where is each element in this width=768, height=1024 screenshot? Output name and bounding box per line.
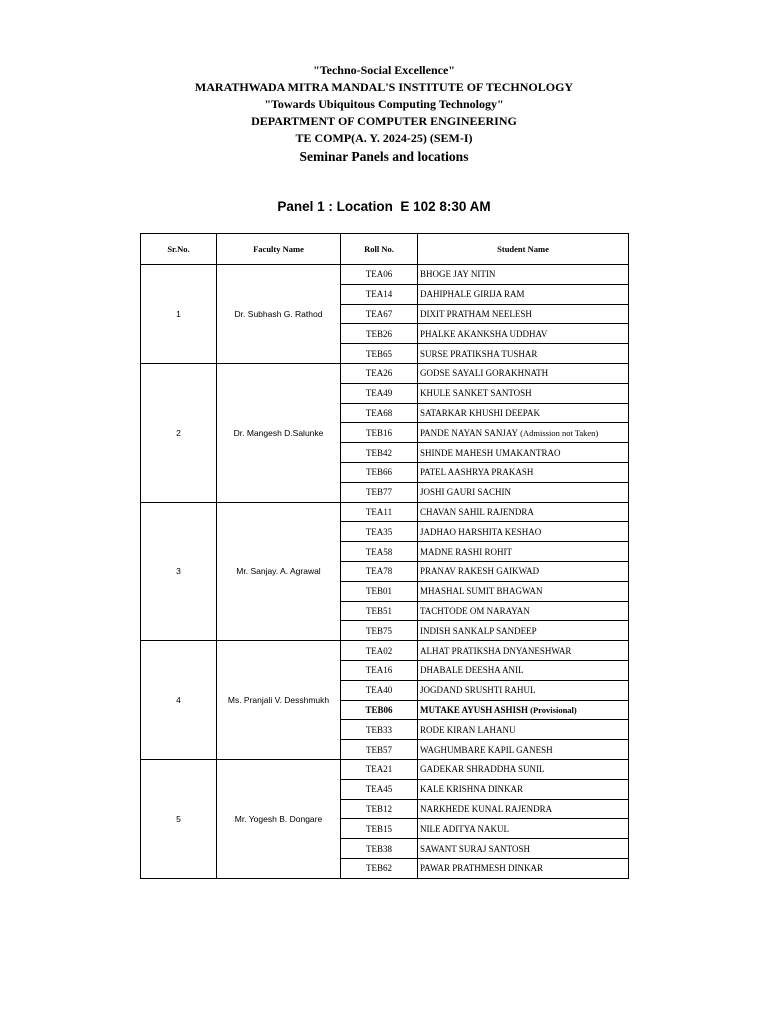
document-subtitle: Seminar Panels and locations	[299, 149, 469, 164]
student-name-cell	[418, 542, 629, 562]
student-name: BHOGE JAY NITIN	[420, 269, 496, 280]
student-name: PATEL AASHRYA PRAKASH	[420, 467, 534, 478]
header-student-name: Student Name	[418, 234, 629, 265]
student-name: SAWANT SURAJ SANTOSH	[420, 843, 530, 854]
student-name: DHABALE DEESHA ANIL	[420, 665, 524, 676]
student-name: MUTAKE AYUSH ASHISH	[420, 704, 529, 715]
student-name: DIXIT PRATHAM NEELESH	[420, 308, 532, 319]
table-row	[141, 641, 629, 661]
student-name-cell	[418, 403, 629, 423]
roll-no-cell: TEA06	[341, 265, 418, 285]
student-name: JOGDAND SRUSHTI RAHUL	[420, 685, 536, 696]
table-header-row	[141, 234, 629, 265]
sr-no-cell: 3	[141, 502, 217, 641]
roll-no-cell: TEB42	[341, 443, 418, 463]
student-name-cell	[418, 561, 629, 581]
class-year: TE COMP(A. Y. 2024-25) (SEM-I)	[295, 131, 473, 145]
student-name-cell	[418, 779, 629, 799]
faculty-name-cell: Ms. Pranjali V. Desshmukh	[217, 641, 341, 760]
roll-no-cell: TEA35	[341, 522, 418, 542]
student-name-cell	[418, 641, 629, 661]
roll-no-cell: TEA67	[341, 304, 418, 324]
student-name: GADEKAR SHRADDHA SUNIL	[420, 764, 545, 775]
roll-no-cell: TEB65	[341, 344, 418, 364]
student-name-cell	[418, 700, 629, 720]
sr-no-cell: 4	[141, 641, 217, 760]
roll-no-cell: TEA78	[341, 561, 418, 581]
student-note: (Provisional)	[528, 704, 577, 715]
roll-no-cell: TEB57	[341, 740, 418, 760]
student-name: NILE ADITYA NAKUL	[420, 823, 509, 834]
student-name-cell	[418, 324, 629, 344]
student-name: JADHAO HARSHITA KESHAO	[420, 526, 542, 537]
student-name-cell	[418, 799, 629, 819]
student-name: MADNE RASHI ROHIT	[420, 546, 512, 557]
student-name: PAWAR PRATHMESH DINKAR	[420, 863, 543, 874]
student-name-cell	[418, 344, 629, 364]
header-faculty-name: Faculty Name	[217, 234, 341, 265]
tagline: "Towards Ubiquitous Computing Technology"	[264, 97, 504, 111]
sr-no-cell: 2	[141, 363, 217, 502]
student-name-cell	[418, 581, 629, 601]
student-name-cell	[418, 740, 629, 760]
roll-no-cell: TEA58	[341, 542, 418, 562]
roll-no-cell: TEB62	[341, 858, 418, 878]
student-name: CHAVAN SAHIL RAJENDRA	[420, 506, 534, 517]
student-name-cell	[418, 839, 629, 859]
student-name-cell	[418, 383, 629, 403]
student-name: WAGHUMBARE KAPIL GANESH	[420, 744, 553, 755]
motto: "Techno-Social Excellence"	[313, 63, 455, 77]
roll-no-cell: TEB12	[341, 799, 418, 819]
roll-no-cell: TEB75	[341, 621, 418, 641]
student-name-cell	[418, 502, 629, 522]
student-name-cell	[418, 304, 629, 324]
roll-no-cell: TEB06	[341, 700, 418, 720]
roll-no-cell: TEB01	[341, 581, 418, 601]
student-name: RODE KIRAN LAHANU	[420, 724, 516, 735]
student-name-cell	[418, 601, 629, 621]
student-name-cell	[418, 720, 629, 740]
student-name-cell	[418, 819, 629, 839]
roll-no-cell: TEB16	[341, 423, 418, 443]
roll-no-cell: TEB66	[341, 462, 418, 482]
seminar-panel-table	[140, 233, 629, 879]
table-row	[141, 363, 629, 383]
roll-no-cell: TEB38	[341, 839, 418, 859]
roll-no-cell: TEB51	[341, 601, 418, 621]
student-name-cell	[418, 522, 629, 542]
student-name-cell	[418, 660, 629, 680]
student-name: TACHTODE OM NARAYAN	[420, 605, 530, 616]
roll-no-cell: TEA02	[341, 641, 418, 661]
student-name: PRANAV RAKESH GAIKWAD	[420, 566, 540, 577]
roll-no-cell: TEB77	[341, 482, 418, 502]
student-name-cell	[418, 284, 629, 304]
roll-no-cell: TEA40	[341, 680, 418, 700]
student-name: NARKHEDE KUNAL RAJENDRA	[420, 803, 553, 814]
student-name: MHASHAL SUMIT BHAGWAN	[420, 586, 543, 597]
roll-no-cell: TEA45	[341, 779, 418, 799]
header-sr-no: Sr.No.	[141, 234, 217, 265]
header-roll-no: Roll No.	[341, 234, 418, 265]
student-name: PHALKE AKANKSHA UDDHAV	[420, 328, 548, 339]
student-name: INDISH SANKALP SANDEEP	[420, 625, 537, 636]
student-name: PANDE NAYAN SANJAY	[420, 427, 519, 438]
panel-title: Panel 1 : Location E 102 8:30 AM	[277, 199, 491, 214]
student-name-cell	[418, 858, 629, 878]
student-name-cell	[418, 621, 629, 641]
table-row	[141, 265, 629, 285]
sr-no-cell: 1	[141, 265, 217, 364]
faculty-name-cell: Dr. Subhash G. Rathod	[217, 265, 341, 364]
student-name-cell	[418, 443, 629, 463]
table-row	[141, 502, 629, 522]
roll-no-cell: TEA26	[341, 363, 418, 383]
roll-no-cell: TEA16	[341, 660, 418, 680]
roll-no-cell: TEB15	[341, 819, 418, 839]
roll-no-cell: TEA21	[341, 759, 418, 779]
faculty-name-cell: Mr. Sanjay. A. Agrawal	[217, 502, 341, 641]
student-name: JOSHI GAURI SACHIN	[420, 487, 512, 498]
student-name: DAHIPHALE GIRIJA RAM	[420, 289, 525, 300]
student-name-cell	[418, 759, 629, 779]
student-name: GODSE SAYALI GORAKHNATH	[420, 368, 549, 379]
student-name-cell	[418, 423, 629, 443]
roll-no-cell: TEB33	[341, 720, 418, 740]
student-name-cell	[418, 462, 629, 482]
roll-no-cell: TEA49	[341, 383, 418, 403]
student-name-cell	[418, 482, 629, 502]
roll-no-cell: TEA11	[341, 502, 418, 522]
roll-no-cell: TEA14	[341, 284, 418, 304]
table-body	[141, 265, 629, 879]
student-name: ALHAT PRATIKSHA DNYANESHWAR	[420, 645, 572, 656]
student-name: KALE KRISHNA DINKAR	[420, 784, 523, 795]
department-name: DEPARTMENT OF COMPUTER ENGINEERING	[251, 114, 517, 128]
student-note: (Admission not Taken)	[518, 427, 599, 438]
student-name: SHINDE MAHESH UMAKANTRAO	[420, 447, 561, 458]
faculty-name-cell: Dr. Mangesh D.Salunke	[217, 363, 341, 502]
table-row	[141, 759, 629, 779]
student-name: SATARKAR KHUSHI DEEPAK	[420, 407, 540, 418]
faculty-name-cell: Mr. Yogesh B. Dongare	[217, 759, 341, 878]
roll-no-cell: TEB26	[341, 324, 418, 344]
student-name: KHULE SANKET SANTOSH	[420, 388, 532, 399]
student-name: SURSE PRATIKSHA TUSHAR	[420, 348, 538, 359]
roll-no-cell: TEA68	[341, 403, 418, 423]
institute-name: MARATHWADA MITRA MANDAL'S INSTITUTE OF TECHNOLOGY	[194, 80, 574, 94]
sr-no-cell: 5	[141, 759, 217, 878]
student-name-cell	[418, 363, 629, 383]
student-name-cell	[418, 680, 629, 700]
document-header	[0, 62, 768, 166]
student-name-cell	[418, 265, 629, 285]
